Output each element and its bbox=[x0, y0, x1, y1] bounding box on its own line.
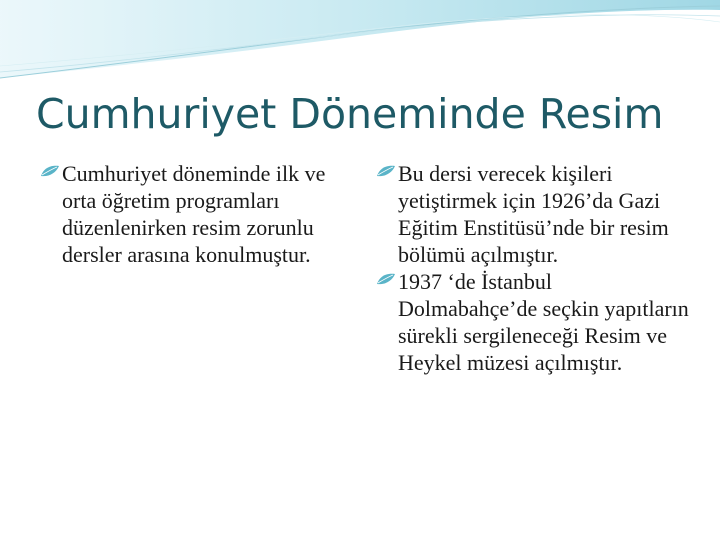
list-item bbox=[40, 160, 336, 268]
list-item bbox=[376, 268, 696, 376]
bullet-text: Cumhuriyet döneminde ilk ve orta öğretim programları düzenlenirken resim zorunlu dersler arasına konulmuştur. bbox=[62, 161, 326, 267]
leaf-icon bbox=[376, 164, 396, 178]
leaf-icon bbox=[40, 164, 60, 178]
list-item bbox=[376, 160, 696, 268]
slide-title: Cumhuriyet Döneminde Resim bbox=[36, 90, 664, 138]
bullet-text: 1937 ‘de İstanbul Dolmabahçe’de seçkin yapıtların sürekli sergileneceği Resim ve Heykel müzesi açılmıştır. bbox=[398, 269, 689, 375]
bullet-text: Bu dersi verecek kişileri yetiştirmek için 1926’da Gazi Eğitim Enstitüsü’nde bir resim bölümü açılmıştır. bbox=[398, 161, 669, 267]
right-column bbox=[376, 160, 696, 376]
header-wave-decoration bbox=[0, 0, 720, 80]
leaf-icon bbox=[376, 272, 396, 286]
left-column bbox=[40, 160, 336, 268]
